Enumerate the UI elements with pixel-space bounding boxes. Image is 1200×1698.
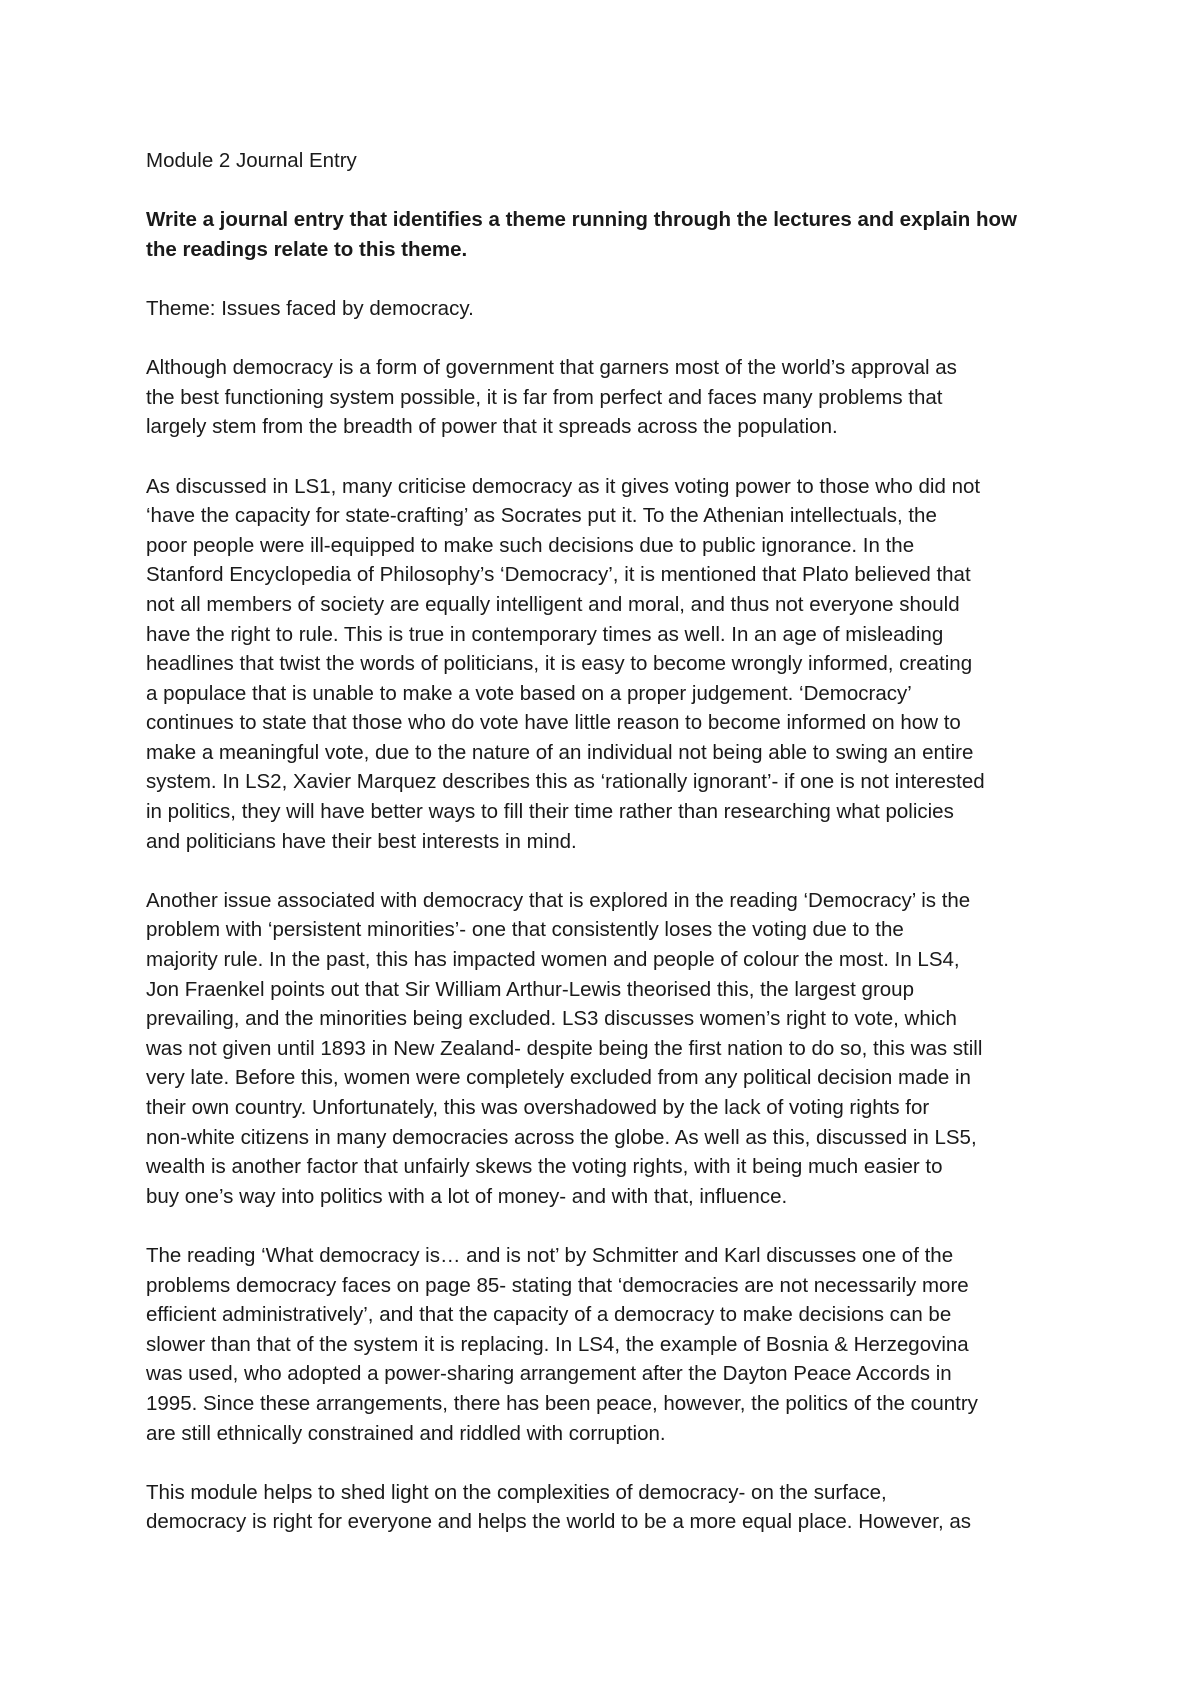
- text-line: a populace that is unable to make a vote based on a proper judgement. ‘Democracy’: [146, 681, 912, 705]
- text-line: and politicians have their best interests in mind.: [146, 829, 577, 853]
- text-line: The reading ‘What democracy is… and is not’ by Schmitter and Karl discusses one of the: [146, 1243, 954, 1267]
- text-line: was not given until 1893 in New Zealand- despite being the first nation to do so, this was still: [146, 1036, 983, 1060]
- text-line: their own country. Unfortunately, this was overshadowed by the lack of voting rights for: [146, 1096, 930, 1119]
- text-line: Jon Fraenkel points out that Sir William Arthur-Lewis theorised this, the largest group: [146, 977, 914, 1001]
- text-line: have the right to rule. This is true in contemporary times as well. In an age of misleading: [146, 622, 944, 646]
- text-line: democracy is right for everyone and helps the world to be a more equal place. However, as: [146, 1510, 971, 1534]
- text-line: As discussed in LS1, many criticise democracy as it gives voting power to those who did not: [146, 474, 981, 498]
- text-line: problem with ‘persistent minorities’- one that consistently loses the voting due to the: [146, 918, 904, 942]
- text-line: Stanford Encyclopedia of Philosophy’s ‘Democracy’, it is mentioned that Plato believed that: [146, 563, 971, 587]
- prompt-line: the readings relate to this theme.: [146, 237, 468, 261]
- title-line: Module 2 Journal Entry: [146, 149, 357, 172]
- text-line: the best functioning system possible, it is far from perfect and faces many problems that: [146, 385, 943, 409]
- paragraph-intro: [146, 353, 1070, 442]
- paragraph-conclusion: [146, 1478, 1070, 1537]
- text-line: are still ethnically constrained and riddled with corruption.: [146, 1421, 666, 1445]
- text-line: ‘have the capacity for state-crafting’ as Socrates put it. To the Athenian intellectuals, the: [146, 504, 937, 528]
- text-line: make a meaningful vote, due to the nature of an individual not being able to swing an entire: [146, 740, 974, 764]
- paragraph-minorities: [146, 886, 1070, 1212]
- text-line: non-white citizens in many democracies across the globe. As well as this, discussed in LS5,: [146, 1125, 977, 1149]
- text-line: very late. Before this, women were completely excluded from any political decision made in: [146, 1066, 971, 1090]
- text-line: continues to state that those who do vote have little reason to become informed on how to: [146, 711, 961, 735]
- text-line: system. In LS2, Xavier Marquez describes this as ‘rationally ignorant’- if one is not interested: [146, 770, 985, 794]
- text-line: majority rule. In the past, this has impacted women and people of colour the most. In LS4,: [146, 948, 960, 972]
- theme-statement: [146, 294, 1070, 324]
- text-line: largely stem from the breadth of power that it spreads across the population.: [146, 415, 838, 439]
- text-line: poor people were ill-equipped to make such decisions due to public ignorance. In the: [146, 533, 915, 557]
- assignment-prompt: [146, 205, 1070, 264]
- text-line: problems democracy faces on page 85- stating that ‘democracies are not necessarily more: [146, 1273, 969, 1297]
- paragraph-efficiency: [146, 1241, 1070, 1448]
- text-line: not all members of society are equally intelligent and moral, and thus not everyone should: [146, 592, 960, 616]
- text-line: efficient administratively’, and that the capacity of a democracy to make decisions can be: [146, 1303, 952, 1327]
- prompt-line: Write a journal entry that identifies a theme running through the lectures and explain how: [146, 208, 1017, 232]
- text-line: headlines that twist the words of politicians, it is easy to become wrongly informed, creating: [146, 652, 973, 676]
- text-line: slower than that of the system it is replacing. In LS4, the example of Bosnia & Herzegovina: [146, 1332, 969, 1356]
- text-line: 1995. Since these arrangements, there has been peace, however, the politics of the country: [146, 1391, 978, 1415]
- text-line: buy one’s way into politics with a lot of money- and with that, influence.: [146, 1184, 788, 1208]
- text-line: Another issue associated with democracy that is explored in the reading ‘Democracy’ is the: [146, 888, 971, 912]
- text-line: Although democracy is a form of government that garners most of the world’s approval as: [146, 356, 957, 380]
- paragraph-ls1: [146, 472, 1070, 857]
- document-title: [146, 146, 1070, 176]
- text-line: This module helps to shed light on the complexities of democracy- on the surface,: [146, 1480, 887, 1504]
- text-line: was used, who adopted a power-sharing arrangement after the Dayton Peace Accords in: [146, 1362, 952, 1386]
- text-line: wealth is another factor that unfairly skews the voting rights, with it being much easier to: [146, 1155, 943, 1179]
- text-line: in politics, they will have better ways to fill their time rather than researching what policies: [146, 800, 954, 824]
- theme-line: Theme: Issues faced by democracy.: [146, 296, 474, 320]
- text-line: prevailing, and the minorities being excluded. LS3 discusses women’s right to vote, which: [146, 1007, 957, 1031]
